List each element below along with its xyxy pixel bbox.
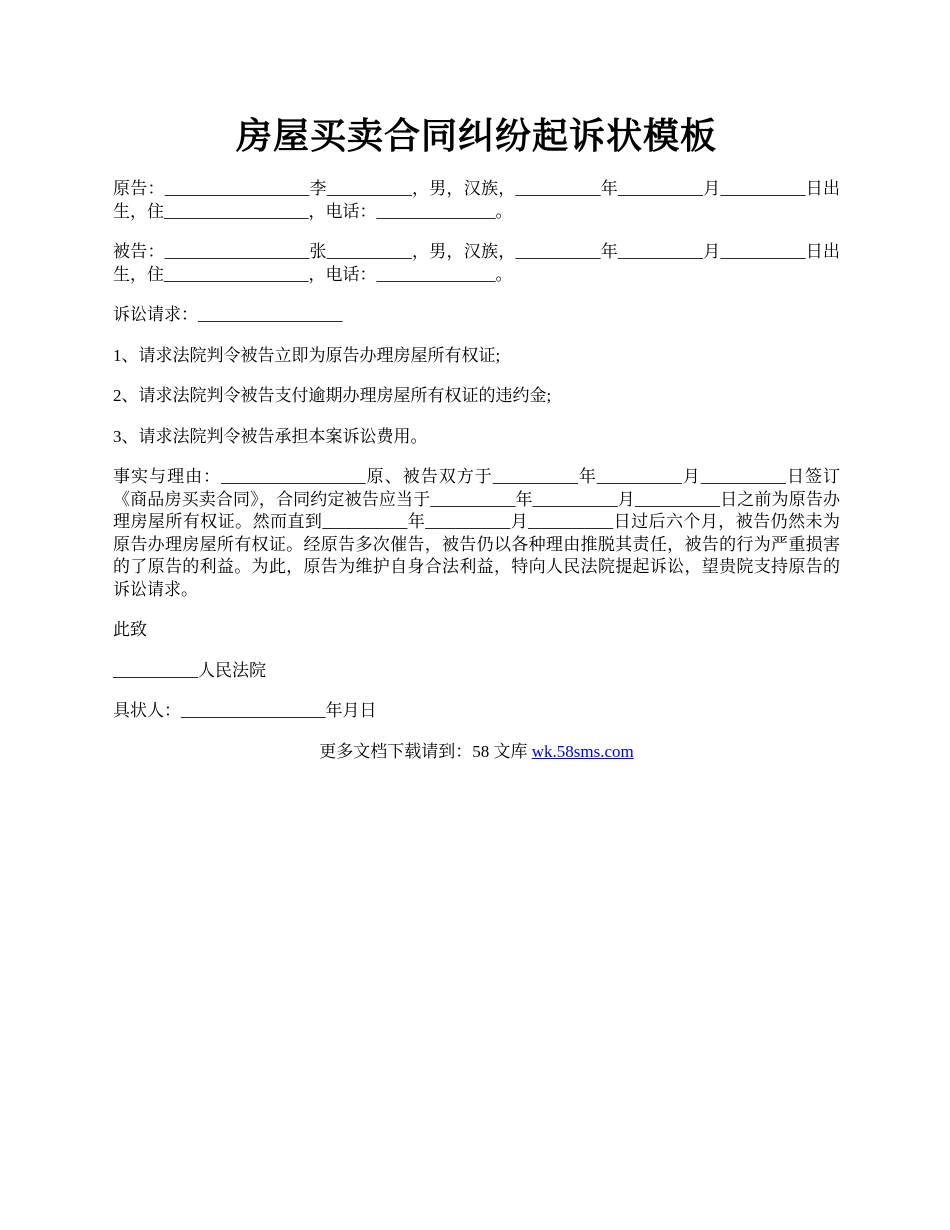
claim-item-1: 1、请求法院判令被告立即为原告办理房屋所有权证;: [113, 345, 501, 365]
footer-link[interactable]: wk.58sms.com: [531, 741, 634, 761]
salutation: 此致: [113, 620, 147, 639]
footer-prefix: 更多文档下载请到：58 文库: [319, 741, 532, 761]
footer-note: [113, 741, 840, 764]
document-title: 房屋买卖合同纠纷起诉状模板: [235, 116, 717, 156]
facts-and-reasons: 事实与理由：_________________原、被告双方于__________年__________月__________日签订《商品房买卖合同》，合同约定被告应当于__________年__________月__________日之前为原告办理房屋所有权证。然而直到__________年__________月__________日过后六个月，被告仍然未为原告办理房屋所有权证。经原告多次催告，被告仍以各种理由推脱其责任，被告的行为严重损害的了原告的利益。为此，原告为维护自身合法利益，特向人民法院提起诉讼，望贵院支持原告的诉讼请求。: [113, 467, 840, 599]
document-page: [113, 110, 840, 763]
plaintiff-info: 原告：_________________李__________，男，汉族，__________年__________月__________日出生，住_________________，电话：______________。: [113, 179, 840, 221]
signature-line: 具状人：_________________年月日: [113, 701, 377, 720]
claim-item-2: 2、请求法院判令被告支付逾期办理房屋所有权证的违约金;: [113, 386, 552, 405]
court-name: __________人民法院: [113, 660, 266, 680]
defendant-info: 被告：_________________张__________，男，汉族，__________年__________月__________日出生，住_________________，电话：______________。: [113, 242, 840, 284]
claim-item-3: 3、请求法院判令被告承担本案诉讼费用。: [113, 426, 428, 446]
claims-heading: 诉讼请求：_________________: [113, 305, 343, 324]
